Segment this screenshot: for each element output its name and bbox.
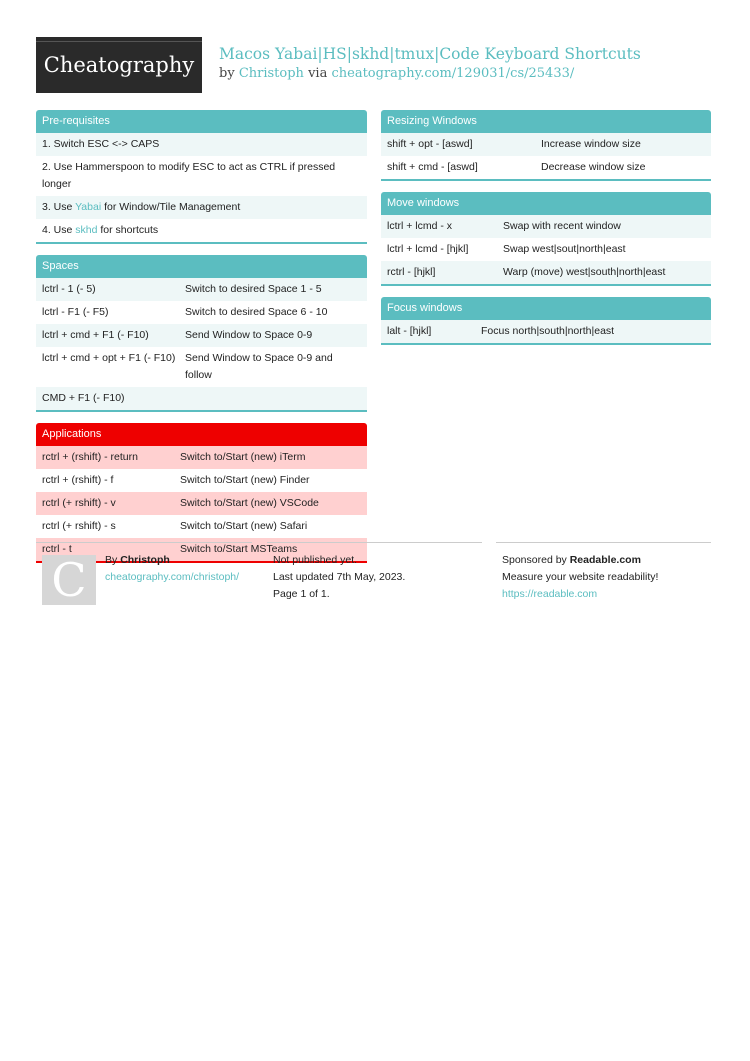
right-column xyxy=(381,110,711,356)
shortcut-key: rctrl + (rshift) - return xyxy=(42,451,138,463)
shortcut-key: shift + opt - [aswd] xyxy=(387,138,473,150)
avatar-letter: C xyxy=(51,552,87,607)
shortcut-desc: Switch to/Start (new) Finder xyxy=(180,474,310,486)
shortcut-key: rctrl - t xyxy=(42,543,72,555)
shortcut-desc: Increase window size xyxy=(541,138,641,150)
table-row xyxy=(36,347,367,387)
footer-author-block xyxy=(36,542,252,612)
footer-author-name: Christoph xyxy=(120,554,170,566)
shortcut-desc: Swap with recent window xyxy=(503,220,621,232)
section-body xyxy=(36,278,367,412)
table-row xyxy=(36,301,367,324)
shortcut-desc: Send Window to Space 0-9 and follow xyxy=(185,352,333,381)
table-row xyxy=(381,320,711,343)
table-row xyxy=(381,261,711,284)
footer-status-block xyxy=(267,542,482,603)
focus-windows-section xyxy=(381,297,711,345)
footer-author-info xyxy=(105,552,252,586)
shortcut-key: lctrl - 1 (- 5) xyxy=(42,283,96,295)
section-body xyxy=(381,320,711,345)
shortcut-key: lctrl + lcmd - [hjkl] xyxy=(387,243,469,255)
section-body xyxy=(36,133,367,244)
section-title: Pre-requisites xyxy=(36,110,367,133)
shortcut-key: lctrl - F1 (- F5) xyxy=(42,306,109,318)
sponsor-tagline: Measure your website readability! xyxy=(502,571,659,583)
by-prefix: by xyxy=(219,66,235,81)
list-item xyxy=(36,156,367,196)
table-row xyxy=(36,469,367,492)
item-text xyxy=(42,199,361,216)
shortcut-desc: Switch to desired Space 1 - 5 xyxy=(185,283,322,295)
section-body xyxy=(381,133,711,181)
item-text-post: for shortcuts xyxy=(97,224,159,236)
publish-status: Not published yet. xyxy=(273,554,358,566)
item-text-pre: 3. Use xyxy=(42,201,76,213)
section-body xyxy=(381,215,711,286)
footer-author-link[interactable]: cheatography.com/christoph/ xyxy=(105,571,240,583)
table-row xyxy=(36,387,367,410)
page-number: Page 1 of 1. xyxy=(273,588,330,600)
section-title: Move windows xyxy=(381,192,711,215)
item-text: 1. Switch ESC <-> CAPS xyxy=(42,138,160,150)
sponsor-link[interactable]: https://readable.com xyxy=(502,588,598,600)
cheatography-logo[interactable] xyxy=(36,37,202,93)
list-item xyxy=(36,219,367,242)
move-windows-section xyxy=(381,192,711,286)
item-text-post: for Window/Tile Management xyxy=(101,201,241,213)
page-footer xyxy=(36,542,711,612)
left-column xyxy=(36,110,367,574)
shortcut-key: lctrl + lcmd - x xyxy=(387,220,453,232)
skhd-link[interactable]: skhd xyxy=(75,224,98,236)
yabai-link[interactable]: Yabai xyxy=(75,201,102,213)
table-row xyxy=(381,215,711,238)
prerequisites-section xyxy=(36,110,367,244)
shortcut-key: rctrl (+ rshift) - s xyxy=(42,520,116,532)
shortcut-key: rctrl (+ rshift) - v xyxy=(42,497,116,509)
shortcut-desc: Focus north|south|north|east xyxy=(481,325,615,337)
shortcut-desc: Switch to/Start (new) Safari xyxy=(180,520,308,532)
shortcut-key: shift + cmd - [aswd] xyxy=(387,161,478,173)
shortcut-key: lalt - [hjkl] xyxy=(387,325,432,337)
shortcut-key: lctrl + cmd + opt + F1 (- F10) xyxy=(42,352,176,364)
footer-sponsor-block xyxy=(496,542,711,603)
table-row xyxy=(36,492,367,515)
resizing-windows-section xyxy=(381,110,711,181)
section-title: Resizing Windows xyxy=(381,110,711,133)
shortcut-desc: Swap west|sout|north|east xyxy=(503,243,626,255)
sheet-url-link[interactable]: cheatography.com/129031/cs/25433/ xyxy=(331,66,575,81)
shortcut-desc: Warp (move) west|south|north|east xyxy=(503,266,666,278)
shortcut-desc xyxy=(185,390,361,407)
shortcut-key: rctrl - [hjkl] xyxy=(387,266,436,278)
shortcut-key: lctrl + cmd + F1 (- F10) xyxy=(42,329,149,341)
logo-text: Cheatography xyxy=(43,53,195,77)
section-title: Focus windows xyxy=(381,297,711,320)
item-text: 2. Use Hammerspoon to modify ESC to act as CTRL if pressed longer xyxy=(42,161,336,190)
logo-divider xyxy=(36,41,202,42)
shortcut-desc: Switch to/Start MSTeams xyxy=(180,543,298,555)
table-row xyxy=(381,238,711,261)
sponsor-prefix: Sponsored by xyxy=(502,554,567,566)
item-text-pre: 4. Use xyxy=(42,224,76,236)
table-row xyxy=(36,515,367,538)
list-item xyxy=(36,133,367,156)
shortcut-key: rctrl + (rshift) - f xyxy=(42,474,114,486)
section-title: Spaces xyxy=(36,255,367,278)
author-link[interactable]: Christoph xyxy=(238,66,304,81)
table-row xyxy=(36,446,367,469)
page-title: Macos Yabai|HS|skhd|tmux|Code Keyboard Shortcuts xyxy=(219,45,641,63)
item-text xyxy=(42,222,361,239)
via-label: via xyxy=(308,66,328,81)
table-row xyxy=(381,156,711,179)
sponsor-name: Readable.com xyxy=(569,554,641,566)
byline xyxy=(219,66,574,81)
shortcut-desc: Switch to/Start (new) VSCode xyxy=(180,497,319,509)
avatar[interactable] xyxy=(42,552,96,607)
section-title: Applications xyxy=(36,423,367,446)
table-row xyxy=(36,324,367,347)
shortcut-desc: Switch to desired Space 6 - 10 xyxy=(185,306,328,318)
shortcut-key: CMD + F1 (- F10) xyxy=(42,392,125,404)
table-row xyxy=(36,278,367,301)
last-updated: Last updated 7th May, 2023. xyxy=(273,571,406,583)
table-row xyxy=(381,133,711,156)
spaces-section xyxy=(36,255,367,412)
list-item xyxy=(36,196,367,219)
shortcut-desc: Send Window to Space 0-9 xyxy=(185,329,313,341)
by-label: By xyxy=(105,554,118,566)
shortcut-desc: Switch to/Start (new) iTerm xyxy=(180,451,306,463)
shortcut-desc: Decrease window size xyxy=(541,161,646,173)
